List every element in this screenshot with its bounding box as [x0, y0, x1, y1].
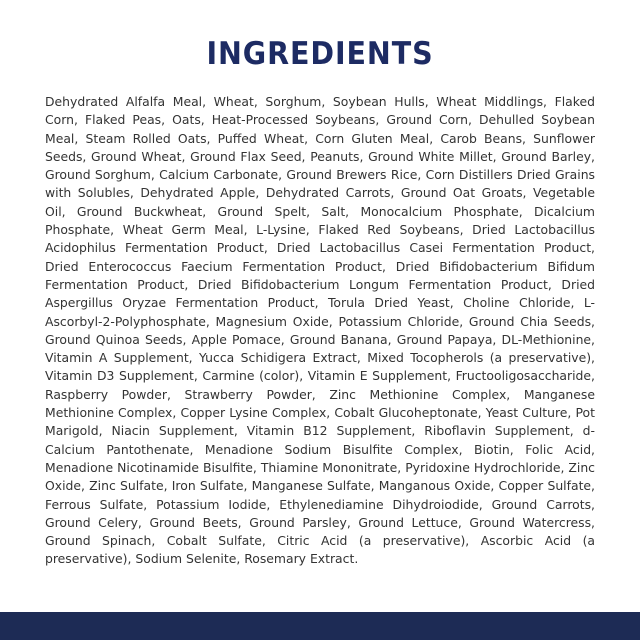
ingredients-list: Dehydrated Alfalfa Meal, Wheat, Sorghum, Soybean Hulls, Wheat Middlings, Flaked Corn, Flaked Peas, Oats, Heat-Processed Soybeans, Ground Corn, Dehulled Soybean Meal, Steam Rolled Oats, Puffed Wheat, Corn Gluten Meal, Carob Beans, Sunflower Seeds, Ground Wheat, Ground Flax Seed, Peanuts, Ground White Millet, Ground Barley, Ground Sorghum, Calcium Carbonate, Ground Brewers Rice, Corn Distillers Dried Grains with Solubles, Dehydrated Apple, Dehydrated Carrots, Ground Oat Groats, Vegetable Oil, Ground Buckwheat, Ground Spelt, Salt, Monocalcium Phosphate, Dicalcium Phosphate, Wheat Germ Meal, L-Lysine, Flaked Red Soybeans, Dried Lactobacillus Acidophilus Fermentation Product, Dried Lactobacillus Casei Fermentation Product, Dried Enterococcus Faecium Fermentation Product, Dried Bifidobacterium Bifidum Fermentation Product, Dried Bifidobacterium Longum Fermentation Product, Dried Aspergillus Oryzae Fermentation Product, Torula Dried Yeast, Choline Chloride, L-Ascorbyl-2-Polyphosphate, Magnesium Oxide, Potassium Chloride, Ground Chia Seeds, Ground Quinoa Seeds, Apple Pomace, Ground Banana, Ground Papaya, DL-Methionine, Vitamin A Supplement, Yucca Schidigera Extract, Mixed Tocopherols (a preservative), Vitamin D3 Supplement, Carmine (color), Vitamin E Supplement, Fructooligosaccharide, Raspberry Powder, Strawberry Powder, Zinc Methionine Complex, Manganese Methionine Complex, Copper Lysine Complex, Cobalt Glucoheptonate, Yeast Culture, Pot Marigold, Niacin Supplement, Vitamin B12 Supplement, Riboflavin Supplement, d-Calcium Pantothenate, Menadione Sodium Bisulfite Complex, Biotin, Folic Acid, Menadione Nicotinamide Bisulfite, Thiamine Mononitrate, Pyridoxine Hydrochloride, Zinc Oxide, Zinc Sulfate, Iron Sulfate, Manganese Sulfate, Manganous Oxide, Copper Sulfate, Ferrous Sulfate, Potassium Iodide, Ethylenediamine Dihydroiodide, Ground Carrots, Ground Celery, Ground Beets, Ground Parsley, Ground Lettuce, Ground Watercress, Ground Spinach, Cobalt Sulfate, Citric Acid (a preservative), Ascorbic Acid (a preservative), Sodium Selenite, Rosemary Extract.: [45, 94, 595, 567]
page-title: INGREDIENTS: [206, 36, 434, 72]
footer-bar: [0, 612, 640, 640]
